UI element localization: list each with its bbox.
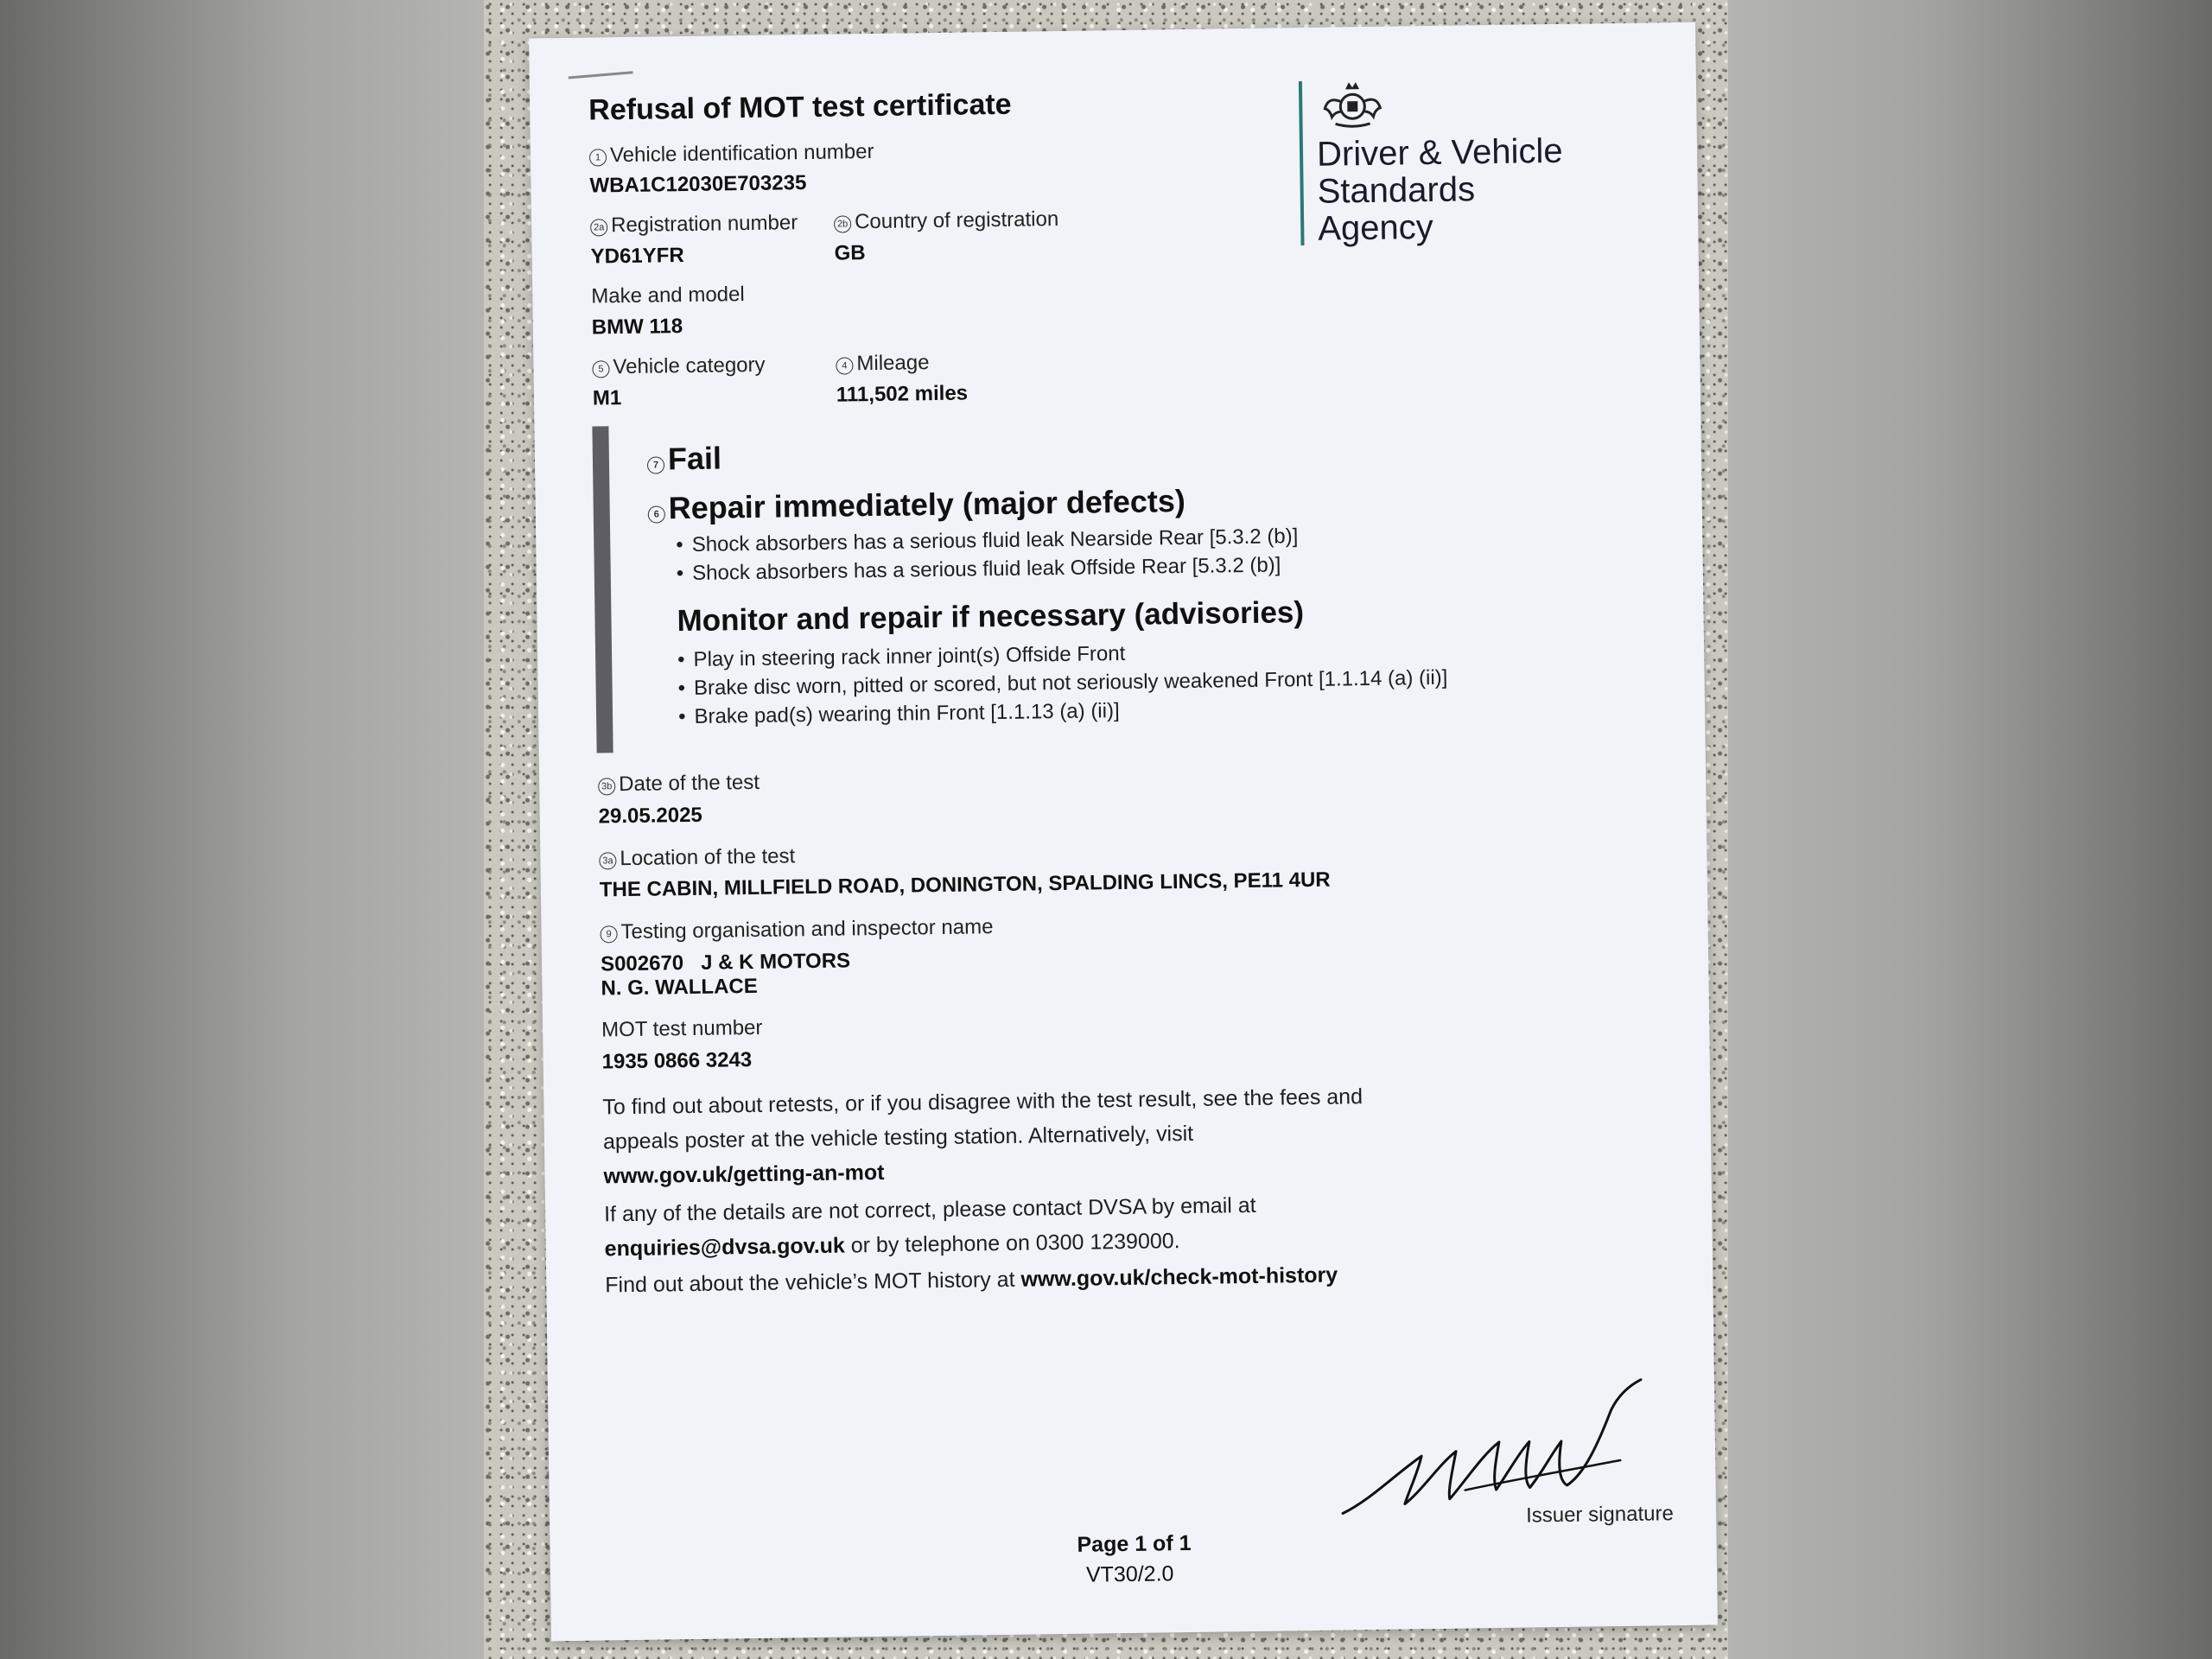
mileage-label [836,351,929,377]
category-number-badge: 5 [592,360,609,378]
mileage-number-badge: 4 [836,357,853,374]
date-label-text: Date of the test [618,770,760,797]
contact-info [604,1186,1382,1267]
registration-value: YD61YFR [590,244,684,269]
fail-number-badge: 7 [647,456,664,474]
background-left [0,0,484,1659]
org-label-text: Testing organisation and inspector name [620,915,994,944]
vin-number-badge: 1 [589,149,607,166]
make-model-label: Make and model [591,283,745,308]
fail-heading [647,440,722,477]
fail-label-text: Fail [667,440,722,477]
advisory-item: • Brake disc worn, pitted or scored, but not seriously weakened Front [1.1.14 (a) (ii)] [677,664,1447,702]
category-value: M1 [592,386,622,410]
contact-email-link[interactable]: enquiries@dvsa.gov.uk [604,1233,846,1262]
major-defect-item: • Shock absorbers has a serious fluid leak Offside Rear [5.3.2 (b)] [677,550,1299,588]
issuer-signature-label: Issuer signature [1525,1502,1675,1528]
result-indicator-bar [592,426,613,753]
mileage-value: 111,502 miles [836,381,969,407]
test-location-value: THE CABIN, MILLFIELD ROAD, DONINGTON, SPALDING LINCS, PE11 4UR [599,868,1331,902]
location-number-badge: 3a [599,852,616,869]
royal-coat-of-arms-icon [1318,77,1388,136]
retest-info [602,1079,1382,1194]
agency-accent-bar [1299,81,1305,245]
mot-test-number-label: MOT test number [601,1015,763,1042]
document-title: Refusal of MOT test certificate [588,87,1012,127]
major-defects-heading [647,483,1185,527]
getting-an-mot-link[interactable]: www.gov.uk/getting-an-mot [603,1160,885,1189]
major-heading-text: Repair immediately (major defects) [668,482,1186,526]
category-label [592,353,765,380]
form-code: VT30/2.0 [1085,1561,1174,1587]
org-number-badge: 9 [600,925,617,943]
country-label-text: Country of registration [854,207,1059,234]
mileage-label-text: Mileage [856,351,930,376]
history-text: Find out about the vehicle’s MOT history at [605,1267,1021,1298]
contact-text: If any of the details are not correct, please contact DVSA by email at [603,1192,1256,1227]
certificate-page [529,22,1718,1642]
test-location-label [599,844,795,871]
testing-org-label [600,915,993,944]
page-indicator: Page 1 of 1 [1077,1530,1192,1557]
advisories-list [677,635,1448,731]
make-model-value: BMW 118 [591,315,683,340]
category-label-text: Vehicle category [613,353,766,379]
staple-mark [569,71,633,79]
country-label [834,207,1058,235]
country-number-badge: 2b [834,215,851,232]
testing-org-value: S002670 J & K MOTORS [600,949,851,976]
vin-label-text: Vehicle identification number [609,139,874,168]
retest-text: To find out about retests, or if you disagree with the test result, see the fees and appeals poster at the vehicle testing station. Alternatively, visit [602,1084,1363,1154]
test-date-label [598,771,760,798]
advisory-item: • Play in steering rack inner joint(s) Offside Front [677,635,1447,674]
mot-history-link[interactable]: www.gov.uk/check-mot-history [1020,1262,1338,1292]
registration-number-badge: 2a [590,219,607,236]
major-defect-item: • Shock absorbers has a serious fluid leak Nearside Rear [5.3.2 (b)] [676,522,1298,559]
major-number-badge: 6 [648,505,665,523]
background-right [1728,0,2212,1659]
mot-test-number-value: 1935 0866 3243 [601,1048,753,1074]
agency-name: Driver & Vehicle Standards Agency [1316,131,1563,248]
registration-label [590,211,798,238]
advisories-heading: Monitor and repair if necessary (advisories) [677,595,1305,639]
vin-label [589,140,874,168]
location-label-text: Location of the test [620,844,796,871]
inspector-name-value: N. G. WALLACE [601,974,758,1001]
contact-phone-text: or by telephone on 0300 1239000. [844,1229,1180,1258]
major-defects-list [676,522,1299,588]
test-date-value: 29.05.2025 [598,803,702,829]
vin-value: WBA1C12030E703235 [589,171,807,198]
country-value: GB [834,241,866,265]
advisory-item: • Brake pad(s) wearing thin Front [1.1.13 (a) (ii)] [678,692,1448,731]
registration-label-text: Registration number [610,211,798,238]
date-number-badge: 3b [598,778,615,795]
